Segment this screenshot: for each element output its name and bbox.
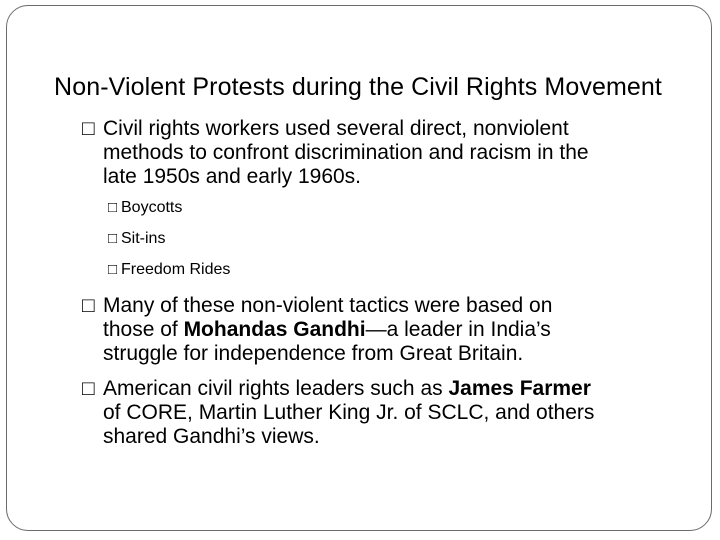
- bullet-text-line: of CORE, Martin Luther King Jr. of SCLC, and others: [103, 401, 595, 424]
- sub-item-label: Freedom Rides: [121, 261, 231, 278]
- bullet-civil-rights-leaders: [82, 377, 595, 449]
- emphasis-james-farmer: James Farmer: [448, 377, 591, 400]
- text-segment: —a leader in India’s: [365, 318, 551, 341]
- sub-bullet-box-icon: □: [108, 199, 118, 216]
- sub-bullet-box-icon: □: [108, 230, 118, 247]
- sub-item-freedom-rides: [108, 260, 230, 280]
- slide-title: Non-Violent Protests during the Civil Rights Movement: [54, 73, 662, 101]
- bullet-text-line: [103, 318, 552, 342]
- text-segment: American civil rights leaders such as: [103, 377, 449, 400]
- bullet-text-line: struggle for independence from Great Britain.: [103, 342, 524, 365]
- sub-item-label: Sit-ins: [121, 230, 166, 247]
- sub-item-boycotts: [108, 198, 182, 218]
- bullet-civil-rights-methods: [82, 117, 589, 189]
- bullet-box-icon: □: [82, 294, 95, 317]
- sub-item-label: Boycotts: [121, 199, 183, 216]
- bullet-box-icon: □: [82, 377, 95, 400]
- emphasis-gandhi: Mohandas Gandhi: [183, 318, 366, 341]
- bullet-text-line: late 1950s and early 1960s.: [103, 165, 362, 188]
- bullet-text-line: Civil rights workers used several direct, nonviolent: [103, 117, 569, 140]
- bullet-box-icon: □: [82, 117, 95, 140]
- bullet-text-line: [103, 377, 594, 401]
- bullet-text-line: Many of these non-violent tactics were based on: [103, 294, 553, 317]
- bullet-gandhi-tactics: [82, 294, 553, 366]
- bullet-text-line: methods to confront discrimination and racism in the: [103, 141, 589, 164]
- sub-bullet-box-icon: □: [108, 261, 118, 278]
- sub-item-sit-ins: [108, 229, 165, 249]
- text-segment: those of: [103, 318, 184, 341]
- bullet-text-line: shared Gandhi’s views.: [103, 425, 320, 448]
